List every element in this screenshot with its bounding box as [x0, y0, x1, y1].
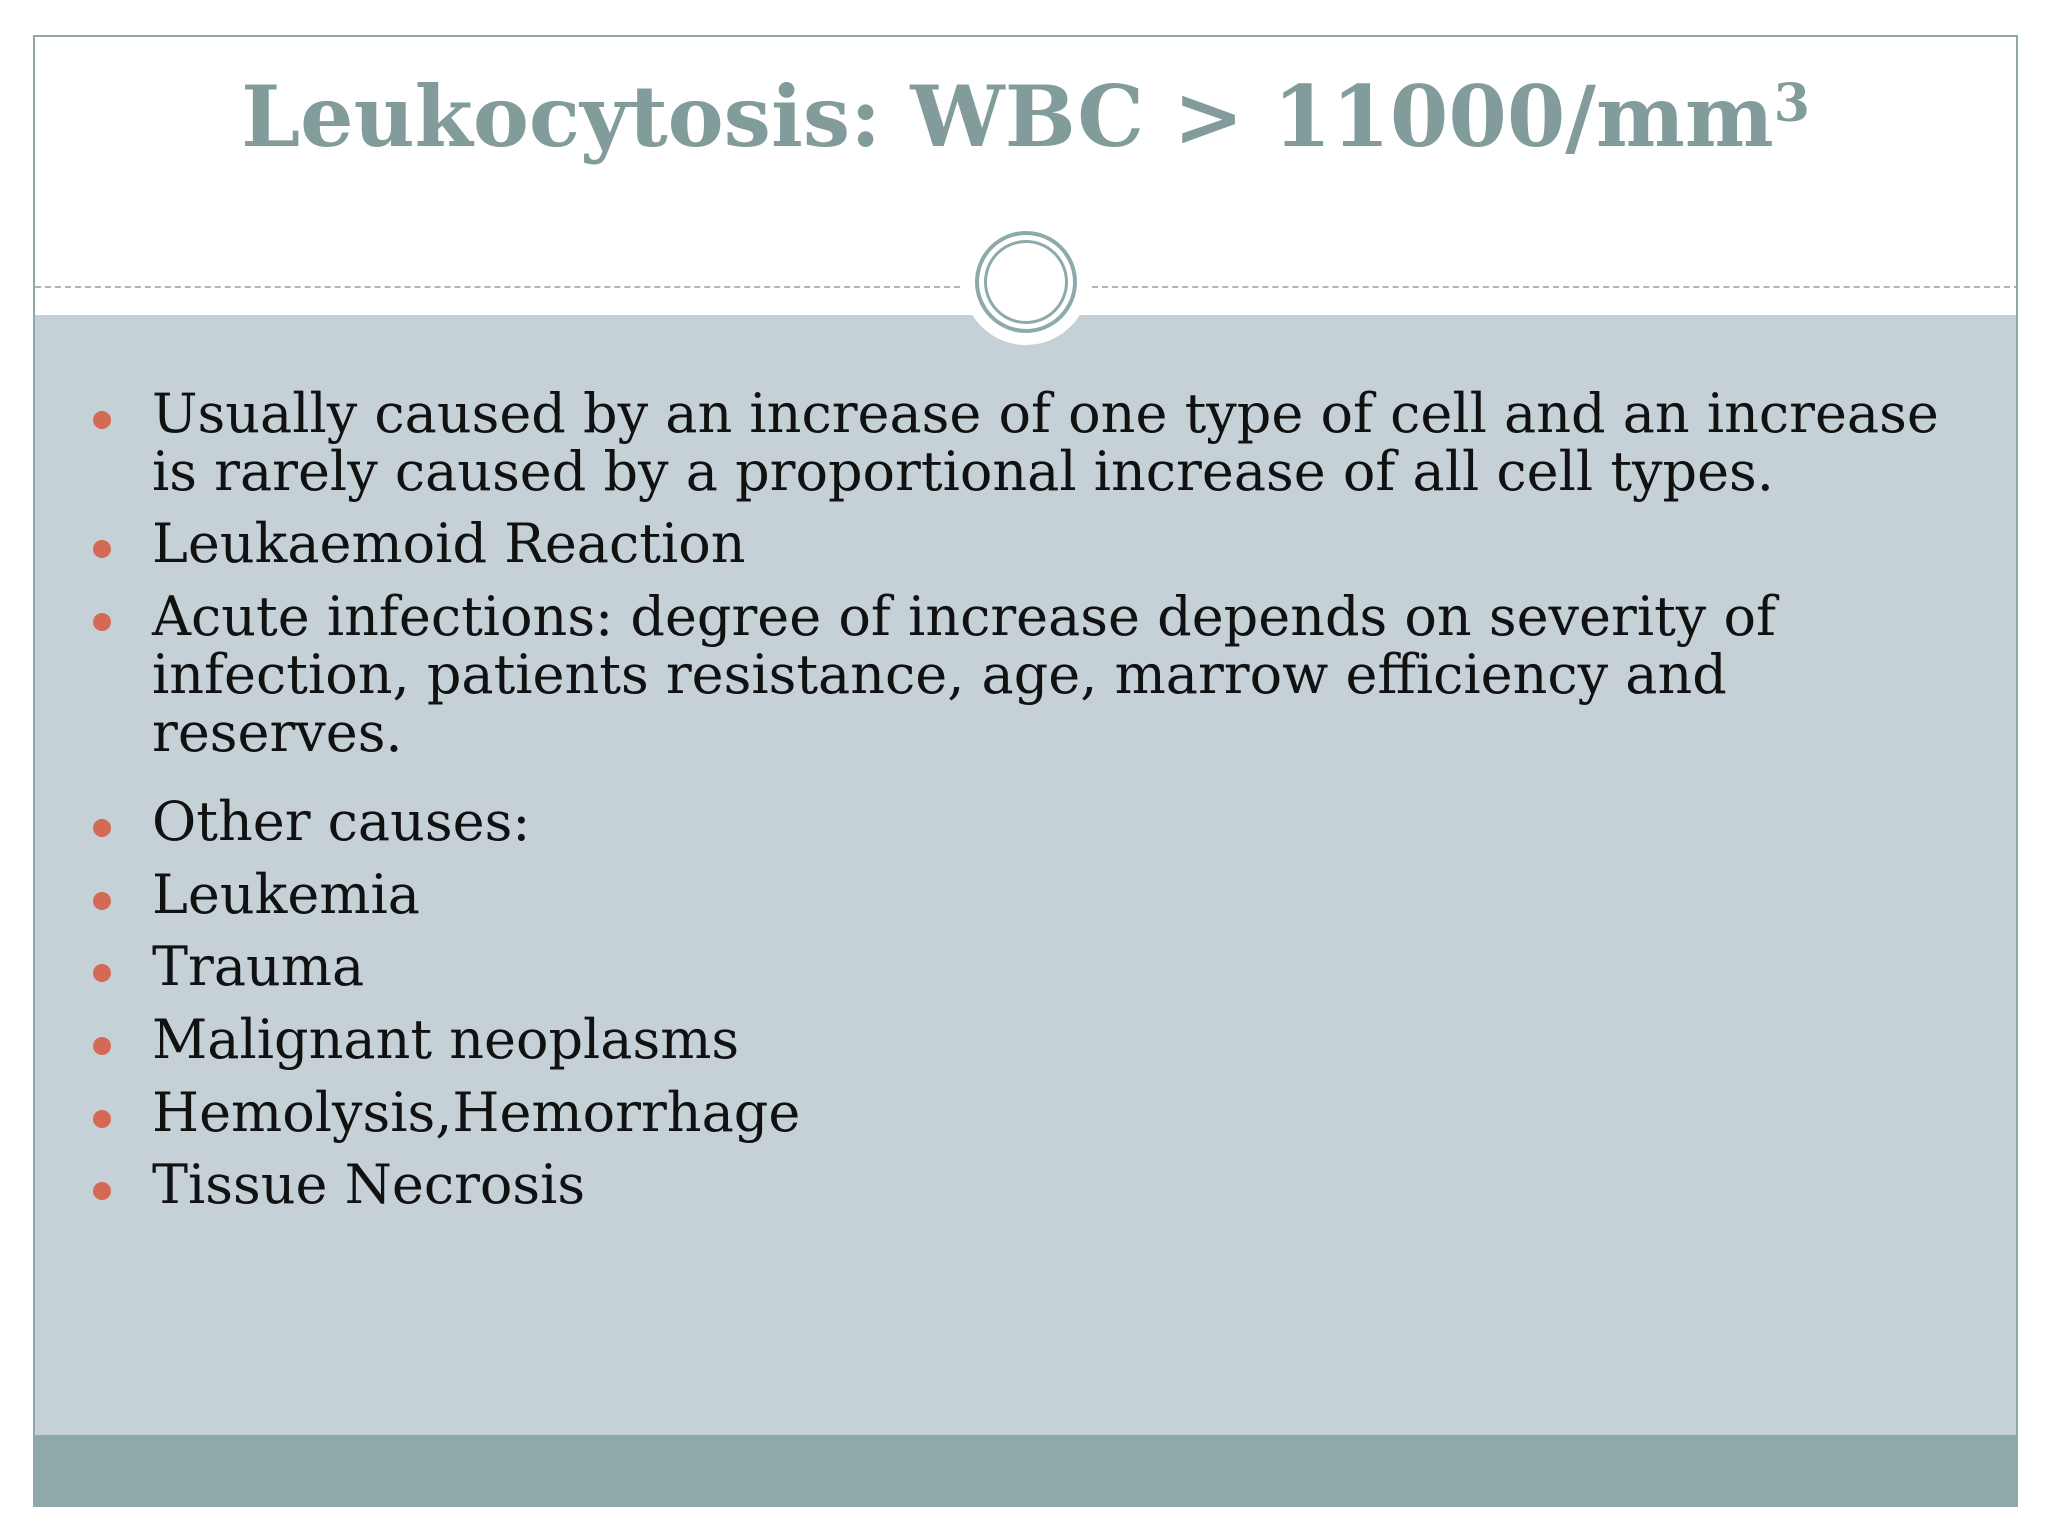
bullet-item-3: Acute infections: degree of increase depends on severity of infection, patients resistance, age, marrow efficiency and reserves. — [152, 585, 1776, 764]
bullet-item-2: Leukaemoid Reaction — [152, 512, 746, 575]
bullet-dot-icon — [93, 1182, 111, 1200]
bullet-dot-icon — [93, 819, 111, 837]
slide-title — [35, 67, 2016, 166]
bullet-dot-icon — [93, 411, 111, 429]
slide-title-text: Leukocytosis: WBC > 11000/mm — [241, 67, 1774, 166]
bullet-item-1: Usually caused by an increase of one type of cell and an increase is rarely caused by a proportional increase of all cell types. — [152, 382, 1939, 503]
bullet-dot-icon — [93, 1110, 111, 1128]
bullet-item-9: Tissue Necrosis — [152, 1153, 586, 1216]
bullet-dot-icon — [93, 892, 111, 910]
bullet-dot-icon — [93, 540, 111, 558]
bullet-item-7: Malignant neoplasms — [152, 1008, 740, 1071]
double-ring-circle-icon — [963, 219, 1089, 345]
bullet-item-5: Leukemia — [152, 863, 420, 926]
bullet-dot-icon — [93, 613, 111, 631]
slide-title-superscript: 3 — [1773, 73, 1810, 134]
bullet-item-6: Trauma — [152, 935, 365, 998]
content-area — [35, 315, 2016, 1435]
ornament-inner-ring — [984, 240, 1068, 324]
bullet-item-8: Hemolysis,Hemorrhage — [152, 1081, 801, 1144]
bullet-dot-icon — [93, 1037, 111, 1055]
title-divider-right — [1092, 286, 2018, 288]
slide — [33, 35, 2018, 1507]
title-divider-left — [35, 286, 960, 288]
bullet-dot-icon — [93, 964, 111, 982]
bullet-item-4: Other causes: — [152, 790, 531, 853]
footer-bar — [35, 1435, 2016, 1507]
